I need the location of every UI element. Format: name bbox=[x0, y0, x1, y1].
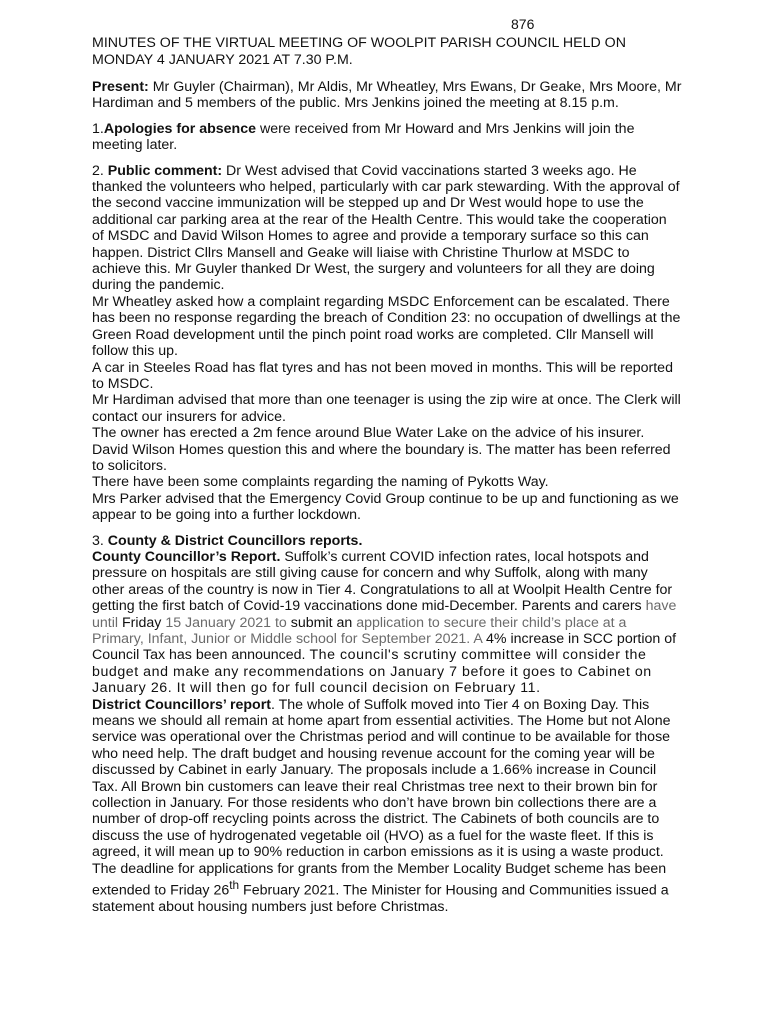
county-report-grey-text: have until bbox=[92, 598, 677, 631]
public-comment-text: Dr West advised that Covid vaccinations started 3 weeks ago. He thanked the volunteers who helped, particularly with car park stewarding. With the approval of the second vaccine immunization will be stepped up and Dr West would hope to use the additional car parking area at the rear of the Health Centre. This would take the cooperation of MSDC and David Wilson Homes to agree and provide a temporary surface so this can happen. District Cllrs Mansell and Geake will liaise with Christine Thurlow at MSDC to achieve this. Mr Guyler thanked Dr West, the surgery and volunteers for all they are doing during the pandemic. bbox=[92, 162, 680, 294]
county-report-text: Suffolk’s current COVID infection rates, local hotspots and pressure on hospitals are still giving cause for concern and why Suffolk, along with many other areas of the country is now in Tier 4. Congratulations to all at Woolpit Health Centre for getting the first batch of Covid-19 vaccinations done mid-December. Parents and carers bbox=[92, 548, 673, 615]
district-report-paragraph bbox=[92, 697, 682, 916]
apologies-text: were received from Mr Howard and Mrs Jenkins will join the meeting later. bbox=[92, 120, 635, 154]
public-comment-line: Mr Hardiman advised that more than one teenager is using the zip wire at once. The Clerk will contact our insurers for advice. bbox=[92, 392, 681, 425]
councillors-heading-number: 3. bbox=[92, 532, 108, 549]
public-comment-number: 2. bbox=[92, 162, 108, 179]
county-report-text: 4% increase in SCC portion of Council Tax has been announced. bbox=[92, 631, 677, 664]
document-title: MINUTES OF THE VIRTUAL MEETING OF WOOLPIT PARISH COUNCIL HELD ON MONDAY 4 JANUARY 2021 AT 7.30 P.M. bbox=[92, 35, 626, 68]
councillors-heading-text: County & District Councillors reports. bbox=[107, 532, 363, 549]
public-comment-line: Mr Wheatley asked how a complaint regarding MSDC Enforcement can be escalated. There has been no response regarding the breach of Condition 23: no occupation of dwellings at the Green Road development until the pinch point road works are completed. Cllr Mansell will follow this up. bbox=[92, 293, 681, 360]
public-comment-line: The owner has erected a 2m fence around Blue Water Lake on the advice of his insurer. David Wilson Homes question this and where the boundary is. The matter has been referred to solicitors. bbox=[92, 425, 671, 474]
county-report-text: submit an bbox=[290, 614, 357, 631]
apologies-paragraph bbox=[92, 121, 682, 154]
public-comment-paragraph bbox=[92, 163, 682, 294]
councillors-section bbox=[92, 533, 682, 916]
apologies-number: 1. bbox=[92, 120, 104, 137]
county-report-grey-text: 15 January 2021 to bbox=[165, 614, 291, 631]
apologies-label: Apologies for absence bbox=[103, 120, 256, 137]
public-comment-line: There have been some complaints regarding the naming of Pykotts Way. bbox=[92, 474, 549, 491]
public-comment-section bbox=[92, 163, 682, 524]
page-number: 876 bbox=[511, 16, 535, 32]
public-comment-label: Public comment: bbox=[107, 162, 223, 179]
councillors-heading bbox=[92, 533, 682, 549]
county-report-grey-text: application to secure their child’s place at a Primary, Infant, Junior or Middle school for September 2021. A bbox=[92, 614, 627, 647]
present-paragraph bbox=[92, 79, 682, 112]
present-label: Present: bbox=[92, 79, 149, 95]
district-report-text-end: February 2021. The Minister for Housing and Communities issued a statement about housing numbers just before Christmas. bbox=[92, 882, 669, 916]
district-report-superscript: th bbox=[229, 878, 240, 893]
district-report-text: . The whole of Suffolk moved into Tier 4 on Boxing Day. This means we should all remain at home apart from essential activities. The Home but not Alone service was operational over the Christmas period and will continue to be available for those who need help. The draft budget and housing revenue account for the coming year will be discussed by Cabinet in early January. The proposals include a 1.66% increase in Council Tax. All Brown bin customers can leave their real Christmas tree next to their brown bin for collection in January. For those residents who don’t have brown bin collections there are a number of drop-off recycling points across the district. The Cabinets of both councils are to discuss the use of hydrogenated vegetable oil (HVO) as a fuel for the waste fleet. If this is agreed, it will mean up to 90% reduction in carbon emissions as it is using a waste product. The deadline for applications for grants from the Member Locality Budget scheme has been extended to Friday 26 bbox=[92, 696, 671, 899]
county-report-label: County Councillor’s Report. bbox=[92, 548, 281, 565]
public-comment-line: A car in Steeles Road has flat tyres and has not been moved in months. This will be reported to MSDC. bbox=[92, 359, 673, 392]
present-text: Mr Guyler (Chairman), Mr Aldis, Mr Wheatley, Mrs Ewans, Dr Geake, Mrs Moore, Mr Hardiman and 5 members of the public. Mrs Jenkins joined the meeting at 8.15 p.m. bbox=[92, 79, 682, 112]
public-comment-line: Mrs Parker advised that the Emergency Covid Group continue to be up and functioning as we appear to be going into a further lockdown. bbox=[92, 490, 679, 524]
county-report-paragraph bbox=[92, 549, 682, 697]
minutes-content bbox=[92, 35, 682, 916]
county-report-text: Friday bbox=[121, 614, 166, 631]
county-report-scrutiny-text: The council's scrutiny committee will consider the budget and make any recommendations on January 7 before it goes to Cabinet on January 26. It will then go for full council decision on February 11. bbox=[92, 647, 652, 697]
district-report-label: District Councillors’ report bbox=[92, 696, 271, 713]
